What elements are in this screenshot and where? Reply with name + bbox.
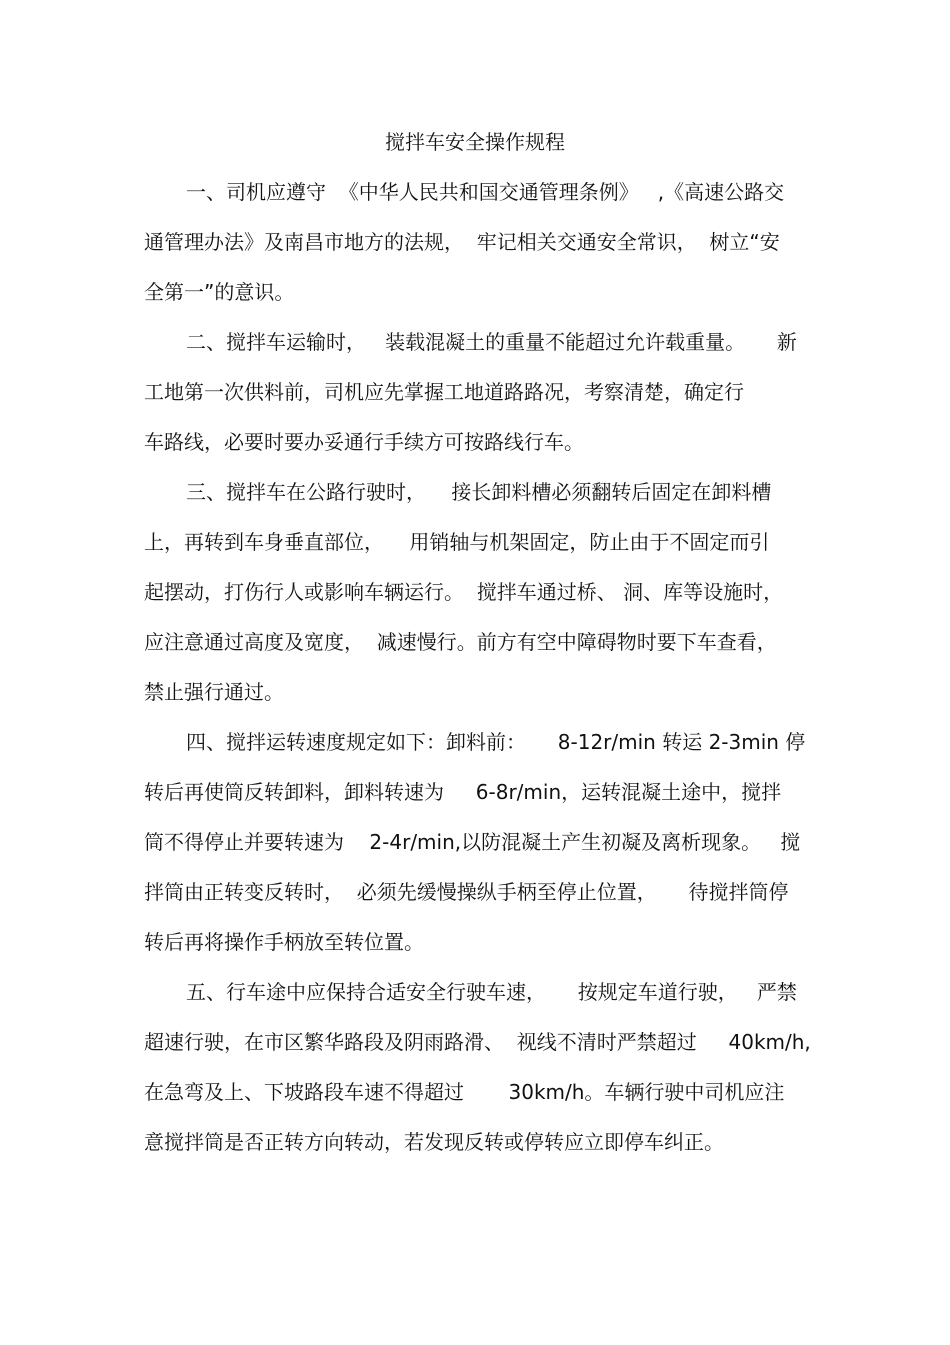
paragraph-4-line-3: 筒不得停止并要转速为 2-4r/min,以防混凝土产生初凝及离析现象。 搅 bbox=[144, 830, 801, 854]
paragraph-5-line-3: 在急弯及上、下坡路段车速不得超过 30km/h。车辆行驶中司机应注 bbox=[144, 1080, 785, 1104]
paragraph-3-line-4: 应注意通过高度及宽度， 减速慢行。前方有空中障碍物时要下车查看， bbox=[144, 630, 777, 654]
paragraph-3-line-2: 上，再转到车身垂直部位， 用销轴与机架固定，防止由于不固定而引 bbox=[144, 530, 770, 554]
paragraph-5-line-4: 意搅拌筒是否正转方向转动，若发现反转或停转应立即停车纠正。 bbox=[144, 1130, 724, 1154]
paragraph-1-line-2: 通管理办法》及南昌市地方的法规， 牢记相关交通安全常识， 树立“安 bbox=[144, 230, 780, 254]
paragraph-3-line-1: 三、搅拌车在公路行驶时， 接长卸料槽必须翻转后固定在卸料槽 bbox=[186, 480, 772, 504]
paragraph-2-line-1: 二、搅拌车运输时， 装载混凝土的重量不能超过允许载重量。 新 bbox=[186, 330, 797, 354]
paragraph-2-line-2: 工地第一次供料前，司机应先掌握工地道路路况，考察清楚，确定行 bbox=[144, 380, 744, 404]
paragraph-5-line-1: 五、行车途中应保持合适安全行驶车速， 按规定车道行驶， 严禁 bbox=[186, 980, 797, 1004]
paragraph-1-line-3: 全第一”的意识。 bbox=[144, 280, 295, 304]
paragraph-4-line-4: 拌筒由正转变反转时， 必须先缓慢操纵手柄至停止位置， 待搅拌筒停 bbox=[144, 880, 789, 904]
paragraph-4-line-1: 四、搅拌运转速度规定如下：卸料前： 8-12r/min 转运 2-3min 停 bbox=[186, 730, 806, 754]
paragraph-4-line-5: 转后再将操作手柄放至转位置。 bbox=[144, 930, 424, 954]
paragraph-5-line-2: 超速行驶，在市区繁华路段及阴雨路滑、 视线不清时严禁超过 40km/h, bbox=[144, 1030, 811, 1054]
paragraph-1-line-1: 一、司机应遵守 《中华人民共和国交通管理条例》 ,《高速公路交 bbox=[186, 180, 785, 204]
paragraph-2-line-3: 车路线，必要时要办妥通行手续方可按路线行车。 bbox=[144, 430, 584, 454]
paragraph-4-line-2: 转后再使筒反转卸料，卸料转速为 6-8r/min，运转混凝土途中，搅拌 bbox=[144, 780, 782, 804]
paragraph-3-line-5: 禁止强行通过。 bbox=[144, 680, 284, 704]
paragraph-3-line-3: 起摆动，打伤行人或影响车辆运行。 搅拌车通过桥、 洞、库等设施时， bbox=[144, 580, 784, 604]
document-title: 搅拌车安全操作规程 bbox=[385, 130, 565, 154]
